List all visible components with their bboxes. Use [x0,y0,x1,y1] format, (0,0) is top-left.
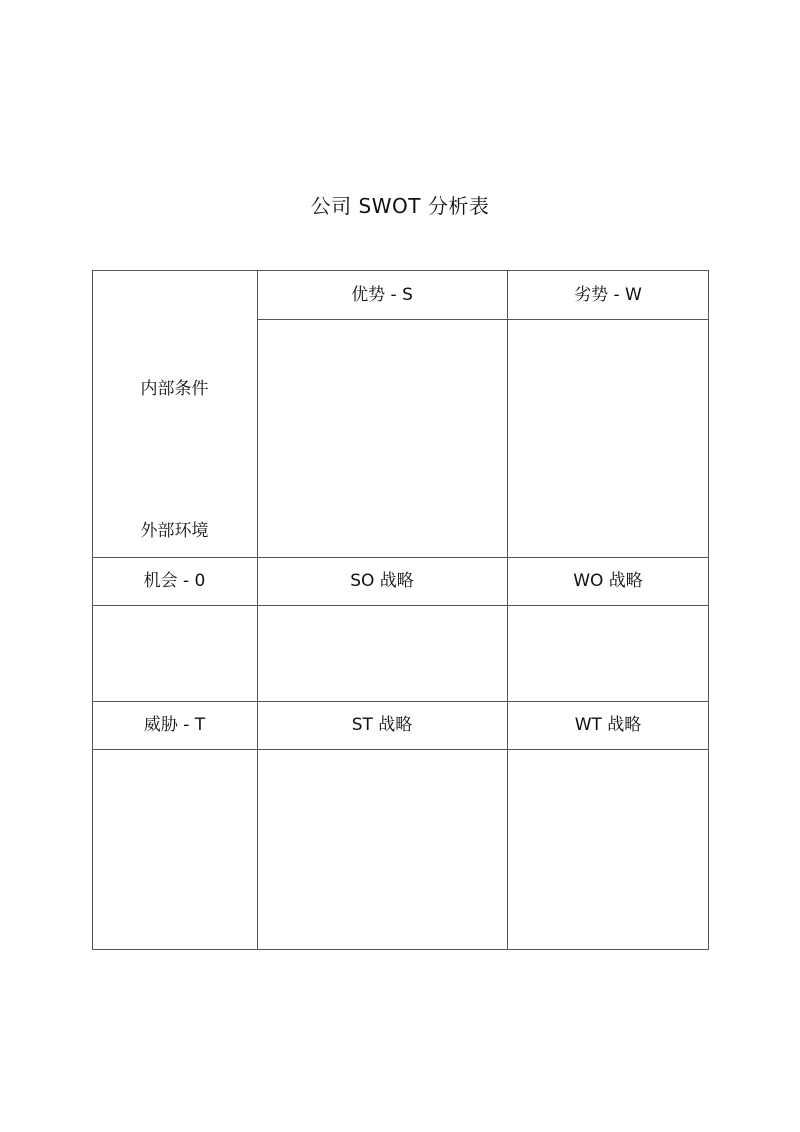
swot-table [92,270,709,950]
row-divider-1 [92,557,709,558]
strengths-header: 优势 - S [351,285,413,305]
row-divider-2 [92,605,709,606]
row-divider-header [257,319,709,320]
st-strategy-label: ST 战略 [351,715,413,735]
so-strategy-label: SO 战略 [350,571,414,591]
table-border-left [92,270,93,950]
table-border-right [708,270,709,950]
opportunities-label: 机会 - 0 [143,571,206,591]
table-border-bottom [92,949,709,950]
threats-label: 威胁 - T [143,715,206,735]
row-divider-4 [92,749,709,750]
internal-conditions-label: 内部条件 [140,379,209,399]
row-divider-3 [92,701,709,702]
weaknesses-header: 劣势 - W [574,285,642,305]
column-divider-2 [507,270,508,950]
external-environment-label: 外部环境 [140,521,209,541]
column-divider-1 [257,270,258,950]
page-title: 公司 SWOT 分析表 [310,194,490,218]
table-border-top [92,270,709,271]
wt-strategy-label: WT 战略 [574,715,642,735]
wo-strategy-label: WO 战略 [573,571,643,591]
